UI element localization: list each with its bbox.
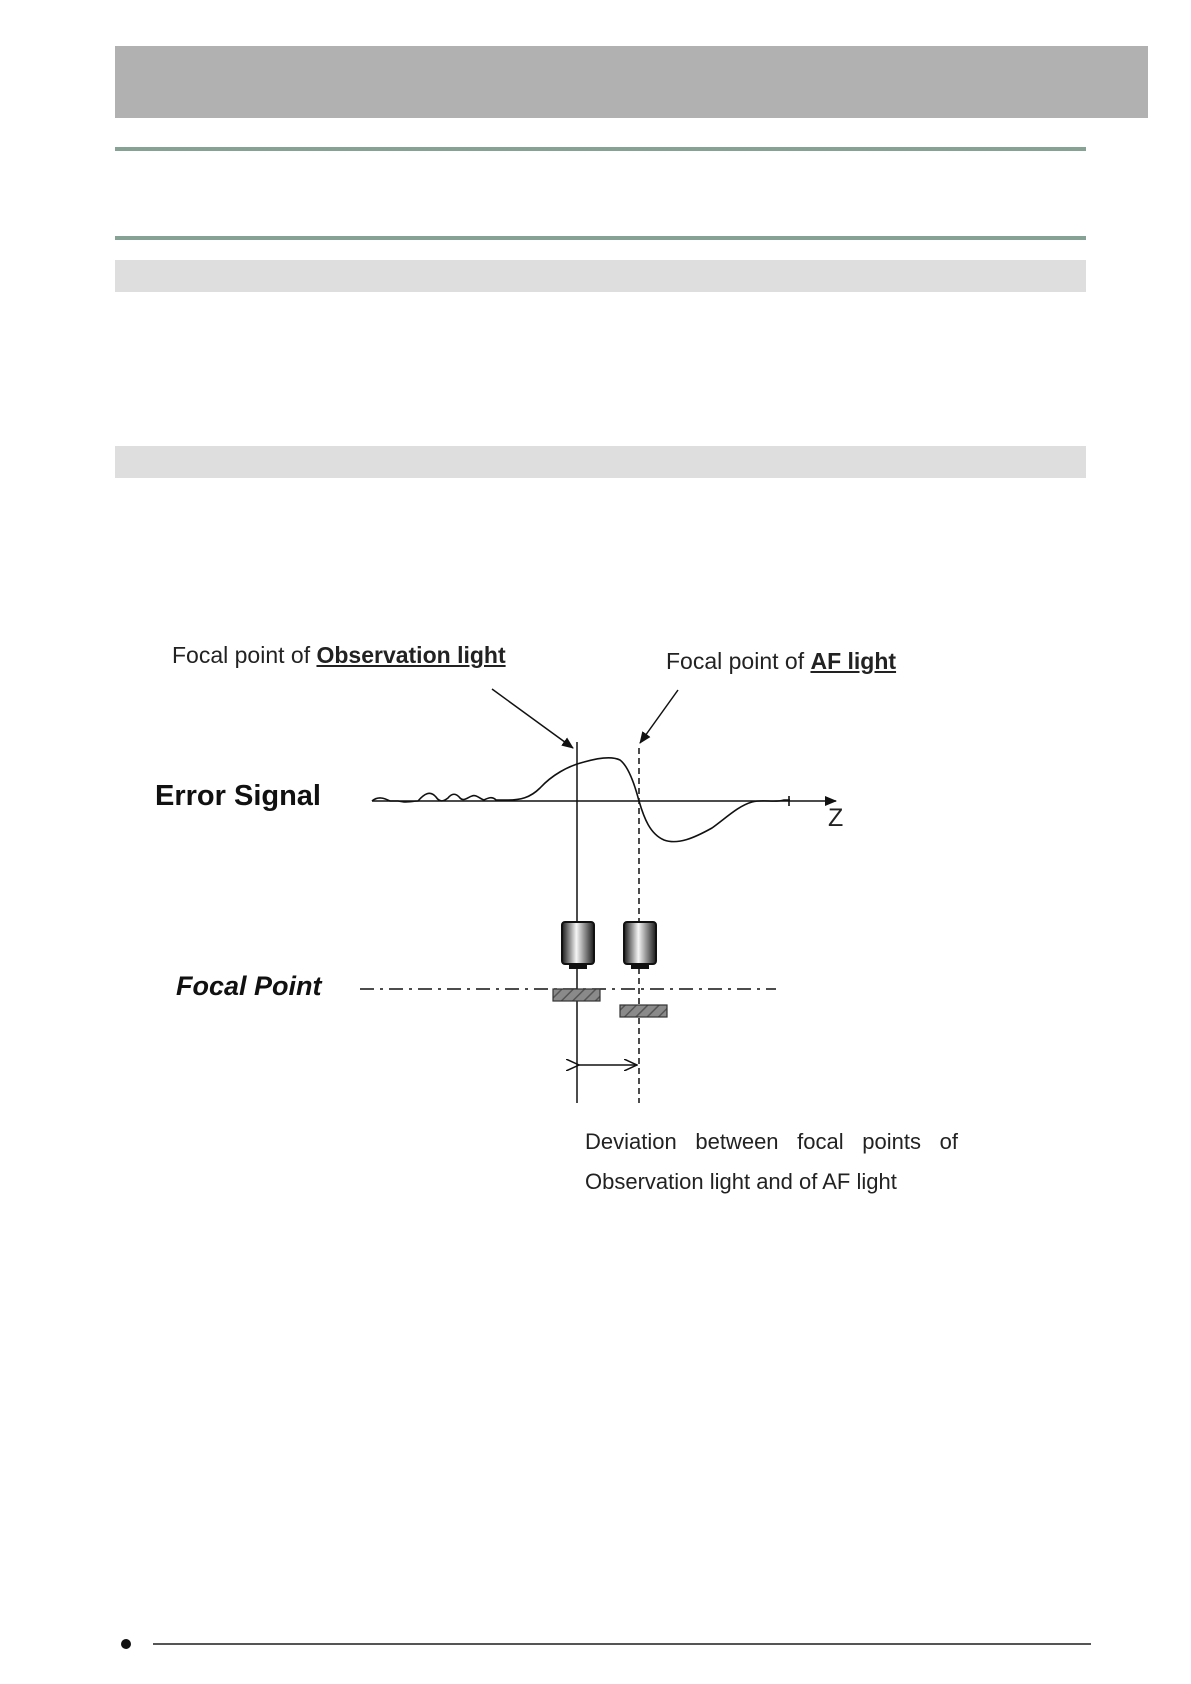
footer-bullet (121, 1639, 131, 1649)
observation-label-bold: Observation light (316, 642, 506, 668)
af-pointer-arrow (640, 690, 678, 743)
af-specimen (620, 1005, 667, 1017)
af-focal-label (666, 648, 896, 675)
deviation-caption-line-2: Observation light and of AF light (585, 1169, 897, 1194)
error-signal-curve (372, 758, 790, 842)
focal-point-label: Focal Point (176, 971, 322, 1001)
observation-label-prefix: Focal point of (172, 642, 317, 668)
af-objective (624, 922, 656, 969)
deviation-caption (585, 1122, 958, 1202)
error-signal-label: Error Signal (155, 780, 321, 812)
deviation-caption-line-1: Deviation between focal points of (585, 1129, 958, 1154)
observation-objective (562, 922, 594, 969)
af-label-bold: AF light (810, 648, 897, 674)
z-axis-label: Z (828, 804, 844, 832)
observation-pointer-arrow (492, 689, 573, 748)
footer-rule (153, 1643, 1091, 1645)
observation-focal-label (172, 642, 506, 669)
observation-specimen (553, 989, 600, 1001)
af-label-prefix: Focal point of (666, 648, 811, 674)
